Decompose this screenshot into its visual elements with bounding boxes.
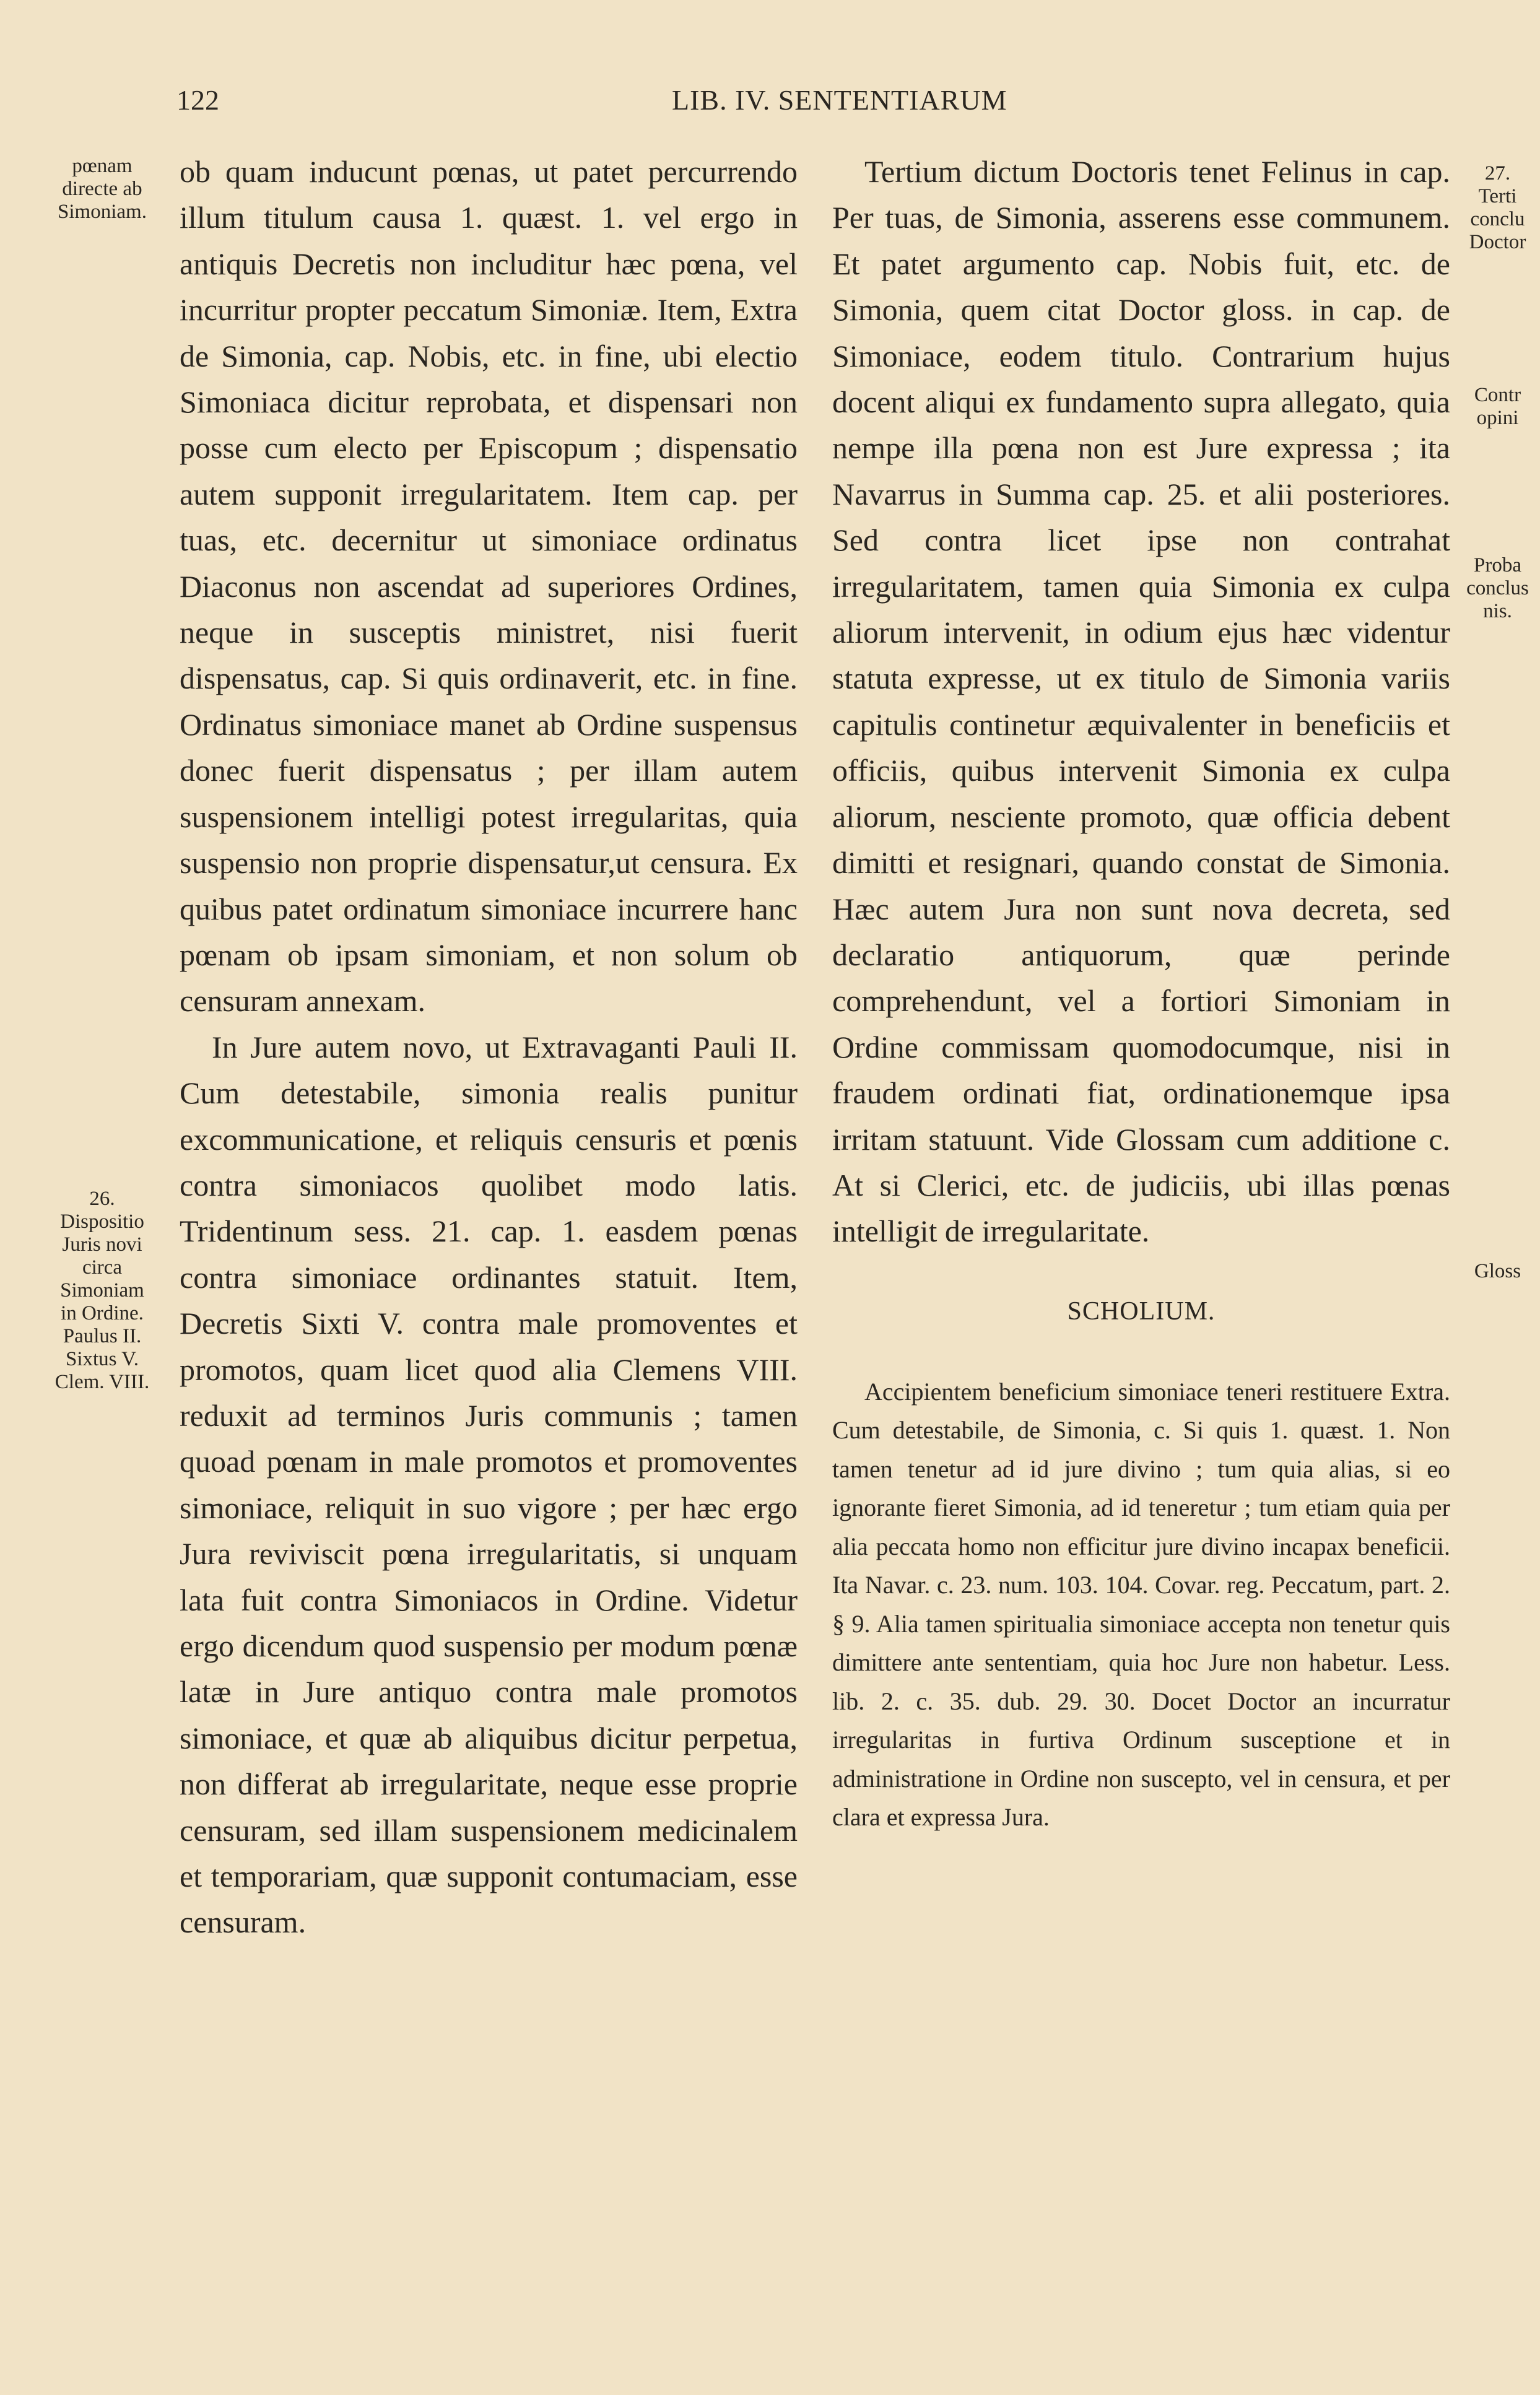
margin-note-line: nis. bbox=[1483, 600, 1512, 622]
margin-note-line: Sixtus V. bbox=[65, 1348, 139, 1370]
margin-note-line: Dispositio bbox=[60, 1211, 144, 1233]
margin-note-line: Juris novi bbox=[62, 1233, 142, 1256]
margin-note-line: circa bbox=[82, 1256, 123, 1279]
scholium-paragraph: Accipientem beneficium simoniace teneri restituere Extra. Cum detestabile, de Simonia, c. Si quis 1. quæst. 1. Non tamen tenetur ad id jure divino ; tum quia alias, si eo ignorante fieret Simonia, ad id teneretur ; tum etiam quia per alia peccata homo non efficitur jure divino incapax beneficii. Ita Navar. c. 23. num. 103. 104. Covar. reg. Peccatum, part. 2. § 9. Alia tamen spiritualia simoniace accepta non tenetur quis dimittere ante sententiam, quia hoc Jure non habetur. Less. lib. 2. c. 35. dub. 29. 30. Docet Doctor an incurratur irregularitas in furtiva Ordinum susceptione et in administratione in Ordine non suscepto, vel in censura, et per clara et expressa Jura. bbox=[832, 1377, 1450, 1832]
margin-note-line: conclus bbox=[1466, 577, 1529, 599]
paragraph-jure-novo: In Jure autem novo, ut Extravaganti Pauli II. Cum detestabile, simonia realis punitur excommunicatione, et reliquis censuris et pœnis contra simoniacos quolibet modo latis. Tridentinum sess. 21. cap. 1. easdem pœnas contra simoniace ordinantes statuit. Item, Decretis Sixti V. contra male promoventes et promotos, quam licet quod alia Clemens VIII. reduxit ad terminos Juris communis ; tamen quoad pœnam in male promotos et promoventes simoniace, reliquit in suo vigore ; per hæc ergo Jura reviviscit pœna irregularitatis, si unquam lata fuit contra Simoniacos in Ordine. Videtur ergo dicendum quod suspensio per modum pœnæ latæ in Jure antiquo contra male promotos simoniace, et quæ ab aliquibus dicitur perpetua, non differat ab irregularitate, neque esse proprie censuram, sed illam suspensionem medicinalem et temporariam, quæ supponit contumaciam, esse censuram. bbox=[180, 1029, 798, 1940]
margin-note-right-4 bbox=[1455, 1260, 1540, 1283]
margin-note-line: Simoniam. bbox=[58, 201, 147, 223]
margin-note-line: conclu bbox=[1470, 208, 1525, 230]
margin-note-line: Gloss bbox=[1474, 1260, 1521, 1282]
page-number: 122 bbox=[176, 84, 219, 116]
margin-note-line: in Ordine. bbox=[61, 1302, 144, 1324]
scholium-heading: SCHOLIUM. bbox=[1067, 1297, 1216, 1326]
margin-note-line: Clem. VIII. bbox=[54, 1371, 150, 1393]
margin-note-line: Doctor bbox=[1469, 231, 1526, 253]
margin-note-line: 26. bbox=[89, 1188, 115, 1210]
margin-note-line: pœnam bbox=[72, 155, 133, 177]
margin-note-line: 27. bbox=[1484, 162, 1511, 185]
margin-note-left-1 bbox=[25, 155, 180, 224]
margin-note-line: opini bbox=[1476, 407, 1519, 429]
margin-note-right-1 bbox=[1455, 162, 1540, 254]
page-header bbox=[0, 84, 1540, 127]
margin-note-left-2 bbox=[25, 1188, 180, 1394]
right-column bbox=[832, 149, 1450, 1837]
margin-note-line: Terti bbox=[1478, 185, 1517, 207]
margin-note-line: Contr bbox=[1474, 384, 1521, 406]
margin-note-line: Simoniam bbox=[60, 1279, 144, 1302]
paragraph-pœnam-directe: ob quam inducunt pœnas, ut patet percurrendo illum titulum causa 1. quæst. 1. vel ergo in antiquis Decretis non includitur hæc pœna, vel incurritur propter peccatum Simoniæ. Item, Extra de Simonia, cap. Nobis, etc. in fine, ubi electio Simoniaca dicitur reprobata, et dispensari non posse cum electo per Episcopum ; dispensatio autem supponit irregularitatem. Item cap. per tuas, etc. decernitur ut simoniace ordinatus Diaconus non ascendat ad superiores Ordines, neque in susceptis ministret, nisi fuerit dispensatus, cap. Si quis ordinaverit, etc. in fine. Ordinatus simoniace manet ab Ordine suspensus donec fuerit dispensatus ; per illam autem suspensionem intelligi potest irregularitas, quia suspensio non proprie dispensatur,ut censura. Ex quibus patet ordinatum simoniace incurrere hanc pœnam ob ipsam simoniam, et non solum ob censuram annexam. bbox=[180, 154, 798, 1019]
paragraph-tertium-dictum: Tertium dictum Doctoris tenet Felinus in cap. Per tuas, de Simonia, asserens esse communem. Et patet argumento cap. Nobis fuit, etc. de Simonia, quem citat Doctor gloss. in cap. de Simoniace, eodem titulo. Contrarium hujus docent aliqui ex fundamento supra allegato, quia nempe illa pœna non est Jure expressa ; ita Navarrus in Summa cap. 25. et alii posteriores. Sed contra licet ipse non contrahat irregularitatem, tamen quia Simonia ex culpa aliorum intervenit, in odium ejus hæc videntur statuta expresse, ut ex titulo de Simonia variis capitulis continetur æquivalenter in beneficiis et officiis, quibus intervenit Simonia ex culpa aliorum, nesciente promoto, quæ officia debent dimitti et resignari, quando constat de Simonia. Hæc autem Jura non sunt nova decreta, sed declaratio antiquorum, quæ perinde comprehendunt, vel a fortiori Simoniam in Ordine commissam quomodocumque, nisi in fraudem ordinati fiat, ordinationemque ipsa irritam statuunt. Vide Glossam cum additione c. At si Clerici, etc. de judiciis, ubi illas pœnas intelligit de irregularitate. bbox=[832, 154, 1450, 1249]
left-column bbox=[180, 149, 798, 1945]
margin-note-line: Proba bbox=[1474, 554, 1521, 576]
margin-note-right-2 bbox=[1455, 384, 1540, 430]
margin-note-line: Paulus II. bbox=[63, 1325, 142, 1347]
margin-note-line: directe ab bbox=[62, 178, 142, 200]
margin-note-right-3 bbox=[1455, 554, 1540, 623]
running-title: LIB. IV. SENTENTIARUM bbox=[672, 84, 1007, 116]
